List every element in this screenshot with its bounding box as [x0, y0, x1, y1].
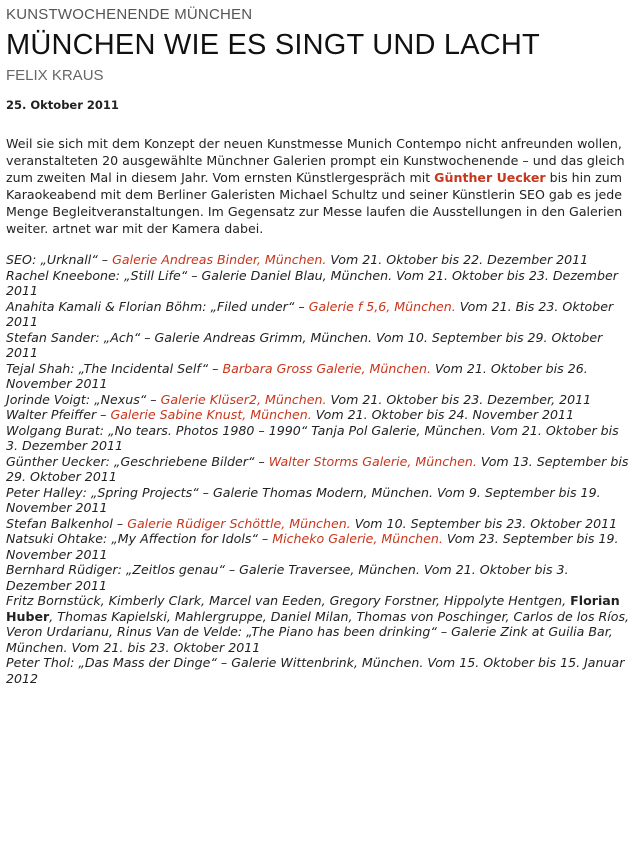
- exhibition-dates: Vom 13. September bis 29. Oktober 2011: [6, 453, 629, 484]
- exhibition-text: , Thomas Kapielski, Mahlergruppe, Daniel Milan, Thomas von Poschinger, Carlos de los Ríos, Veron Urdarianu, Rinus Van de Velde: „The Piano has been drinking“ – Galerie Zink at Guilia Bar, München. Vom 21. bis 23. Oktober 2011: [6, 608, 630, 655]
- exhibition-text: Rachel Kneebone: „Still Life“ – Galerie Daniel Blau, München. Vom 21. Oktober bis 23. Dezember 2011: [6, 267, 618, 298]
- gallery-link[interactable]: Galerie Rüdiger Schöttle, München.: [127, 515, 351, 531]
- exhibition-item: [6, 392, 634, 408]
- exhibition-text: Tejal Shah: „The Incidental Self“ –: [6, 360, 223, 376]
- exhibition-text: Anahita Kamali & Florian Böhm: „Filed under“ –: [6, 298, 309, 314]
- gallery-link[interactable]: Galerie Andreas Binder, München.: [112, 252, 327, 267]
- exhibition-dates: Vom 10. September bis 23. Oktober 2011: [350, 515, 618, 531]
- exhibition-list: [6, 252, 634, 686]
- intro-text-2: bis hin zum Karaokeabend mit dem Berliner Galeristen Michael Schultz und seiner Künstlerin SEO gab es jede Menge Begleitveranstaltungen. Im Gegensatz zur Messe laufen die Ausstellungen in den Galerien weiter. artnet war mit der Kamera dabei.: [6, 170, 623, 236]
- exhibition-item: [6, 299, 634, 330]
- exhibition-text: Günther Uecker: „Geschriebene Bilder“ –: [6, 453, 269, 469]
- exhibition-text: Natsuki Ohtake: „My Affection for Idols“ –: [6, 531, 273, 546]
- exhibition-item: [6, 485, 634, 516]
- exhibition-text: Walter Pfeiffer –: [6, 407, 111, 422]
- exhibition-dates: Vom 23. September bis 19. November 2011: [6, 531, 619, 562]
- exhibition-dates: Vom 21. Oktober bis 22. Dezember 2011: [326, 252, 589, 267]
- gallery-link[interactable]: Micheko Galerie, München.: [272, 531, 443, 546]
- exhibition-item: [6, 454, 634, 485]
- exhibition-dates: Vom 21. Bis 23. Oktober 2011: [6, 298, 614, 329]
- gallery-link[interactable]: Walter Storms Galerie, München.: [268, 453, 477, 469]
- gallery-link[interactable]: Barbara Gross Galerie, München.: [222, 360, 432, 376]
- gallery-link[interactable]: Galerie Klüser2, München.: [160, 391, 327, 407]
- exhibition-dates: Vom 21. Oktober bis 26. November 2011: [6, 360, 588, 391]
- article-title: MÜNCHEN WIE ES SINGT UND LACHT: [6, 29, 540, 61]
- exhibition-item: [6, 252, 634, 268]
- exhibition-item: [6, 268, 634, 299]
- exhibition-text: Wolgang Burat: „No tears. Photos 1980 – 1990“ Tanja Pol Galerie, München. Vom 21. Oktober bis 3. Dezember 2011: [6, 422, 619, 453]
- exhibition-text: Jorinde Voigt: „Nexus“ –: [6, 391, 161, 407]
- exhibition-dates: Vom 21. Oktober bis 23. Dezember, 2011: [326, 391, 592, 407]
- article-author: FELIX KRAUS: [6, 67, 104, 84]
- exhibition-item: [6, 361, 634, 392]
- exhibition-text: Peter Thol: „Das Mass der Dinge“ – Galerie Wittenbrink, München. Vom 15. Oktober bis 15. Januar 2012: [6, 655, 625, 686]
- exhibition-dates: Vom 21. Oktober bis 24. November 2011: [311, 407, 575, 422]
- article-kicker: KUNSTWOCHENENDE MÜNCHEN: [6, 6, 253, 23]
- exhibition-text: Peter Halley: „Spring Projects“ – Galerie Thomas Modern, München. Vom 9. September bis 19. November 2011: [6, 484, 601, 515]
- exhibition-item-group: [6, 593, 634, 655]
- article-intro: [6, 135, 634, 237]
- exhibition-text: Stefan Sander: „Ach“ – Galerie Andreas Grimm, München. Vom 10. September bis 29. Oktober 2011: [6, 329, 603, 360]
- artist-link[interactable]: Florian Huber: [6, 593, 620, 624]
- exhibition-text: Fritz Bornstück, Kimberly Clark, Marcel van Eeden, Gregory Forstner, Hippolyte Hentgen,: [6, 593, 571, 608]
- intro-text-1: Weil sie sich mit dem Konzept der neuen Kunstmesse Munich Contempo nicht anfreunden wollen, veranstalteten 20 ausgewählte Münchner Galerien prompt ein Kunstwochenende – und das gleich zum zweiten Mal in diesem Jahr. Vom ernsten Künstlergespräch mit: [6, 136, 625, 185]
- exhibition-item: [6, 655, 634, 686]
- exhibition-text: Bernhard Rüdiger: „Zeitlos genau“ – Galerie Traversee, München. Vom 21. Oktober bis 3. Dezember 2011: [6, 562, 569, 593]
- exhibition-item: [6, 423, 634, 454]
- exhibition-text: SEO: „Urknall“ –: [6, 252, 113, 267]
- exhibition-item: [6, 531, 634, 562]
- exhibition-item: [6, 330, 634, 361]
- exhibition-item: [6, 516, 634, 532]
- exhibition-text: Stefan Balkenhol –: [6, 515, 128, 531]
- gallery-link[interactable]: Galerie Sabine Knust, München.: [110, 407, 312, 422]
- article-date: 25. Oktober 2011: [6, 98, 119, 112]
- exhibition-item: [6, 407, 634, 423]
- gallery-link[interactable]: Galerie f 5,6, München.: [308, 298, 456, 314]
- intro-artist-link[interactable]: Günther Uecker: [434, 170, 546, 185]
- exhibition-item: [6, 562, 634, 593]
